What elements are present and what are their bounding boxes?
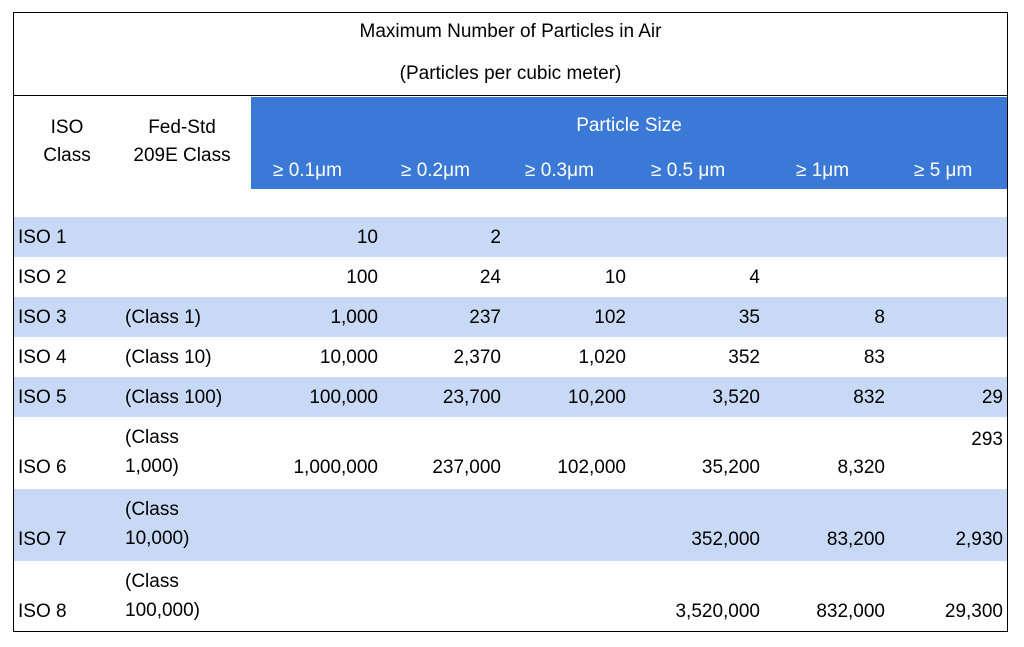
value-cell: 29,300 [944, 601, 1003, 622]
value-cell: 352 [728, 347, 760, 368]
iso-class-cell: ISO 3 [18, 307, 67, 328]
table-row [14, 337, 1007, 377]
value-cell: 237,000 [432, 457, 501, 478]
fed-class-cell: (Class 10,000) [125, 499, 190, 549]
value-cell: 83 [863, 347, 885, 368]
particle-table [13, 12, 1008, 632]
particle-size-label: Particle Size [576, 115, 682, 136]
iso-class-cell: ISO 4 [18, 347, 67, 368]
value-cell: 100,000 [309, 387, 378, 408]
value-cell: 2,930 [955, 529, 1003, 550]
size-header-0-2: ≥ 0.2μm [401, 160, 470, 181]
value-cell: 10,000 [319, 347, 378, 368]
value-cell: 24 [479, 267, 501, 288]
table-row [14, 377, 1007, 417]
table-title: Maximum Number of Particles in Air [359, 21, 662, 42]
size-header-0-3: ≥ 0.3μm [525, 160, 594, 181]
value-cell: 83,200 [826, 529, 885, 550]
value-cell: 237 [469, 307, 501, 328]
table-row [14, 489, 1007, 561]
value-cell: 100 [346, 267, 378, 288]
value-cell: 3,520 [712, 387, 760, 408]
value-cell: 10 [356, 227, 378, 248]
table-subtitle: (Particles per cubic meter) [399, 63, 622, 84]
value-cell: 293 [971, 429, 1003, 450]
iso-class-cell: ISO 2 [18, 267, 67, 288]
value-cell: 1,000,000 [293, 457, 378, 478]
value-cell: 10,200 [567, 387, 626, 408]
value-cell: 832,000 [816, 601, 885, 622]
value-cell: 832 [853, 387, 885, 408]
value-cell: 2 [490, 227, 501, 248]
iso-class-cell: ISO 6 [18, 457, 67, 478]
table-row [14, 417, 1007, 489]
fed-std-header: Fed-Std 209E Class [133, 117, 231, 166]
iso-class-cell: ISO 8 [18, 601, 67, 622]
value-cell: 3,520,000 [675, 601, 760, 622]
value-cell: 102,000 [557, 457, 626, 478]
value-cell: 35 [738, 307, 760, 328]
size-header-5: ≥ 5 μm [914, 160, 973, 181]
size-header-1: ≥ 1μm [796, 160, 850, 181]
fed-class-cell: (Class 100,000) [125, 571, 201, 621]
value-cell: 10 [604, 267, 626, 288]
value-cell: 2,370 [453, 347, 501, 368]
value-cell: 8,320 [837, 457, 885, 478]
value-cell: 102 [594, 307, 626, 328]
fed-class-cell: (Class 1) [125, 307, 202, 328]
fed-class-cell: (Class 10) [125, 347, 212, 368]
fed-class-cell: (Class 100) [125, 387, 223, 408]
value-cell: 35,200 [701, 457, 760, 478]
table-row [14, 257, 1007, 297]
table-row [14, 297, 1007, 337]
table-row [14, 561, 1007, 631]
fed-class-cell: (Class 1,000) [125, 427, 179, 477]
value-cell: 29 [981, 387, 1003, 408]
size-header-0-5: ≥ 0.5 μm [651, 160, 726, 181]
iso-class-header: ISO Class [43, 117, 91, 166]
iso-class-cell: ISO 7 [18, 529, 67, 550]
iso-class-cell: ISO 1 [18, 227, 67, 248]
title-divider [14, 95, 1007, 96]
value-cell: 8 [874, 307, 885, 328]
particle-size-header [251, 97, 1007, 189]
value-cell: 1,000 [330, 307, 378, 328]
value-cell: 23,700 [442, 387, 501, 408]
value-cell: 1,020 [578, 347, 626, 368]
value-cell: 4 [749, 267, 760, 288]
value-cell: 352,000 [691, 529, 760, 550]
table-row [14, 217, 1007, 257]
iso-class-cell: ISO 5 [18, 387, 67, 408]
size-header-0-1: ≥ 0.1μm [273, 160, 342, 181]
